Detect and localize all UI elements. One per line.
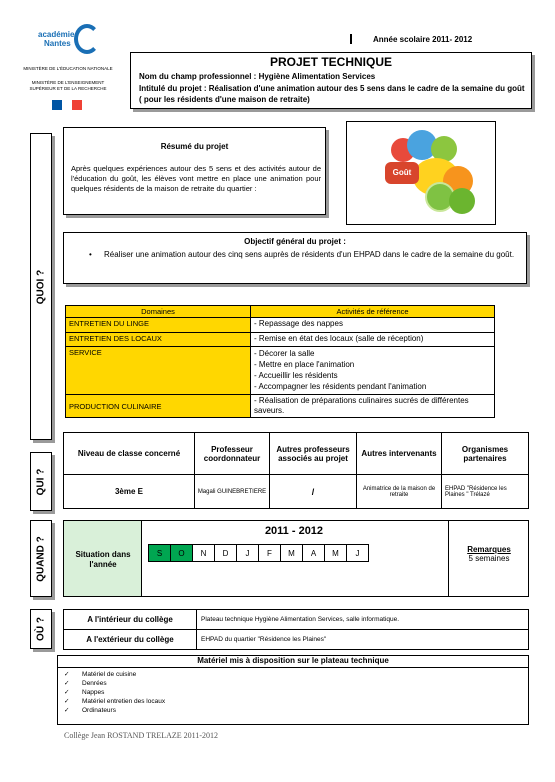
domain-locaux: ENTRETIEN DES LOCAUX <box>66 333 251 347</box>
material-item-label: Matériel entretien des locaux <box>82 698 166 705</box>
months-row <box>149 545 369 562</box>
project-value: Réalisation d'une animation autour des 5 sens dans le cadre de la semaine du goût ( pour les résidents d'une maison de retraite) <box>139 84 525 104</box>
situation-label: Situation dans l'année <box>75 550 131 569</box>
month-cell: M <box>281 545 303 562</box>
month-cell: J <box>237 545 259 562</box>
academie-text: académie <box>38 30 75 39</box>
quand-label: QUAND ? <box>35 535 47 582</box>
material-item <box>64 670 364 679</box>
footer-text: Collège Jean ROSTAND TRELAZE 2011-2012 <box>64 731 219 740</box>
material-item-label: Denrées <box>82 680 107 687</box>
ou-label: OÙ ? <box>35 617 47 641</box>
year-marker <box>350 34 352 44</box>
month-cell: O <box>171 545 193 562</box>
inside-value: Plateau technique Hygiène Alimentation Services, salle informatique. <box>197 610 529 630</box>
month-cell: S <box>149 545 171 562</box>
remarks-divider <box>448 521 449 596</box>
header-partners: Organismes partenaires <box>442 433 529 475</box>
gout-label: Goût <box>392 168 412 177</box>
who-table <box>63 432 529 509</box>
month-cell: A <box>303 545 325 562</box>
quoi-label: QUOI ? <box>35 269 47 304</box>
material-box <box>57 655 529 725</box>
where-table <box>63 609 529 650</box>
objective-bullet-icon: • <box>89 250 92 259</box>
header-coordinator: Professeur coordonnateur <box>195 433 270 475</box>
activity-item: - Repassage des nappes <box>254 319 343 328</box>
check-icon: ✓ <box>64 671 70 678</box>
material-item <box>64 697 364 706</box>
field-value: Hygiène Alimentation Services <box>258 72 376 81</box>
gout-image <box>346 121 496 225</box>
field-line <box>139 72 375 81</box>
activity-item: - Accompagner les résidents pendant l'animation <box>254 382 427 391</box>
inside-label: A l'intérieur du collège <box>64 610 197 630</box>
month-cell: N <box>193 545 215 562</box>
months-table <box>148 544 369 562</box>
activity-item: - Accueillir les résidents <box>254 371 338 380</box>
activities-header: Activités de référence <box>251 306 495 318</box>
value-other-speakers: Animatrice de la maison de retraite <box>357 475 442 509</box>
value-other-teachers: / <box>270 475 357 509</box>
school-year-range: 2011 - 2012 <box>264 525 324 537</box>
resume-heading: Résumé du projet <box>160 142 229 151</box>
outside-label: A l'extérieur du collège <box>64 630 197 650</box>
header-class-level: Niveau de classe concerné <box>64 433 195 475</box>
material-item-label: Ordinateurs <box>82 707 116 714</box>
situation-cell <box>64 521 142 596</box>
school-year: Année scolaire 2011- 2012 <box>373 35 473 44</box>
republic-flag-icon <box>52 100 82 110</box>
header-other-speakers: Autres intervenants <box>357 433 442 475</box>
lime-2 <box>449 188 475 214</box>
outside-value: EHPAD du quartier "Résidence les Plaines" <box>197 630 529 650</box>
objective-heading: Objectif général du projet : <box>244 237 346 246</box>
domain-linge: ENTRETIEN DU LINGE <box>66 318 251 333</box>
ministry2-text: MINISTÈRE DE L'ENSEIGNEMENT SUPÉRIEUR ET DE LA RECHERCHE <box>29 80 107 91</box>
activities-production <box>251 395 495 418</box>
logo-block <box>18 22 118 117</box>
material-item <box>64 688 364 697</box>
project-line <box>139 83 529 105</box>
check-icon: ✓ <box>64 707 70 714</box>
check-icon: ✓ <box>64 689 70 696</box>
check-icon: ✓ <box>64 680 70 687</box>
objective-box <box>63 232 527 284</box>
project-label: Intitulé du projet : <box>139 84 209 93</box>
value-partners: EHPAD "Résidence les Plaines " Trélazé <box>442 475 529 509</box>
activity-item: - Remise en état des locaux (salle de réception) <box>254 334 424 343</box>
check-icon: ✓ <box>64 698 70 705</box>
quoi-side <box>30 133 52 440</box>
gout-badge <box>385 162 419 184</box>
month-cell: M <box>325 545 347 562</box>
ministry1-text: MINISTÈRE DE L'ÉDUCATION NATIONALE <box>23 66 113 71</box>
page-title: PROJET TECHNIQUE <box>269 55 392 69</box>
material-heading: Matériel mis à disposition sur le plateau technique <box>58 656 528 668</box>
resume-box <box>63 127 326 215</box>
material-item <box>64 679 364 688</box>
month-cell: D <box>215 545 237 562</box>
quand-side <box>30 520 52 597</box>
qui-side <box>30 452 52 511</box>
activity-item: - Réalisation de préparations culinaires sucrés de différentes saveurs. <box>254 396 469 415</box>
domain-production: PRODUCTION CULINAIRE <box>66 395 251 418</box>
value-coordinator: Magali GUINEBRETIERE <box>195 475 270 509</box>
activity-item: - Mettre en place l'animation <box>254 360 355 369</box>
city-text: Nantes <box>44 39 71 48</box>
material-item <box>64 706 364 715</box>
e-logo-icon <box>74 24 100 54</box>
domain-service: SERVICE <box>66 347 251 395</box>
month-cell: J <box>347 545 369 562</box>
remarks-value: 5 semaines <box>468 554 510 563</box>
domains-header: Domaines <box>66 306 251 318</box>
activities-service <box>251 347 495 395</box>
domains-table <box>65 305 495 418</box>
material-item-label: Nappes <box>82 689 105 696</box>
value-class-level: 3ème E <box>64 475 195 509</box>
resume-text: Après quelques expériences autour des 5 sens et des activités autour de l'éducation du goût, les élèves vont mettre en place une animation pour quelques résidents de la maison de retraite du quartier : <box>71 164 321 193</box>
qui-label: QUI ? <box>35 468 47 495</box>
month-cell: F <box>259 545 281 562</box>
activities-locaux <box>251 333 495 347</box>
title-box <box>130 52 532 109</box>
header-other-teachers: Autres professeurs associés au projet <box>270 433 357 475</box>
when-box <box>63 520 529 597</box>
material-list <box>64 670 364 715</box>
ou-side <box>30 609 52 649</box>
activities-linge <box>251 318 495 333</box>
field-label: Nom du champ professionnel : <box>139 72 259 81</box>
material-item-label: Matériel de cuisine <box>82 671 137 678</box>
objective-text: Réaliser une animation autour des cinq sens auprès de résidents d'un EHPAD dans le cadre de la semaine du goût. <box>104 250 515 259</box>
remarks-label: Remarques <box>467 545 511 554</box>
activity-item: - Décorer la salle <box>254 349 315 358</box>
academie-logo <box>38 22 98 62</box>
